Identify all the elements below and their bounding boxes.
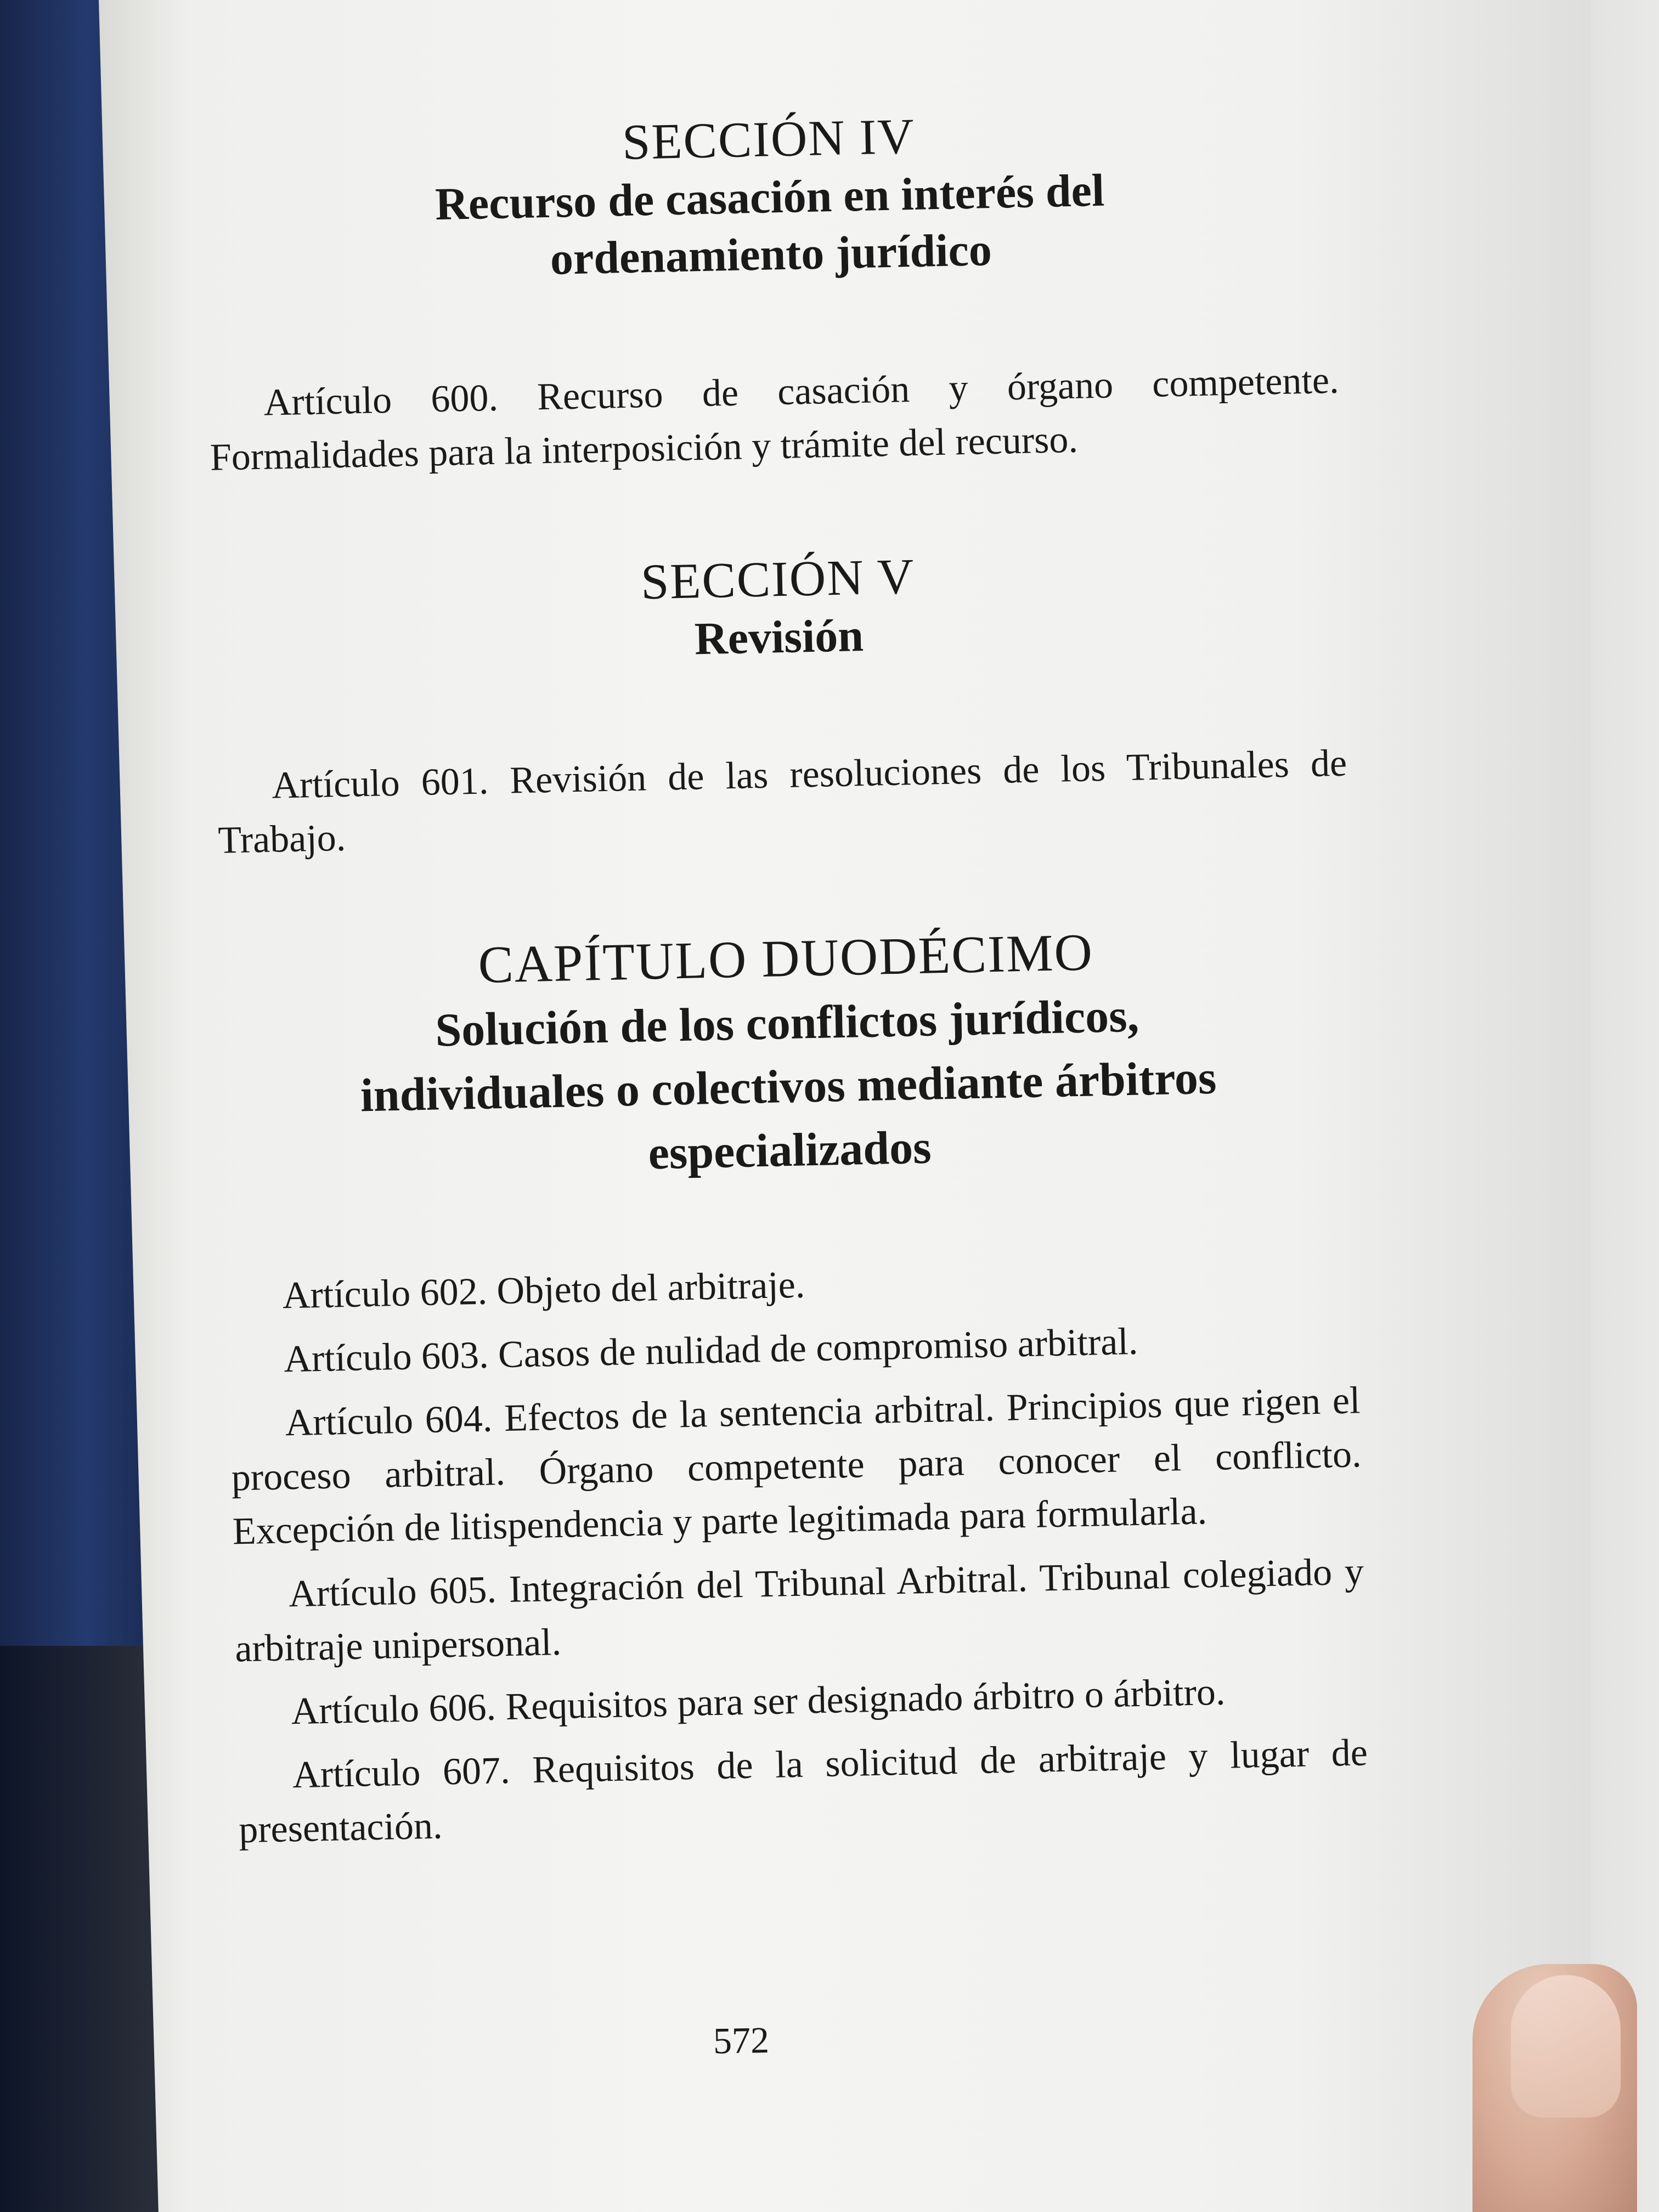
- article-601: Artículo 601. Revisión de las resoluciones de los Tribunales de Trabajo.: [217, 742, 1347, 862]
- article-602: Artículo 602. Objeto del arbitraje.: [282, 1263, 805, 1317]
- article-603: Artículo 603. Casos de nulidad de compromiso arbitral.: [283, 1320, 1138, 1381]
- chapter-title: CAPÍTULO DUODÉCIMO: [477, 922, 1094, 994]
- section-iv-subtitle-line-2: ordenamiento jurídico: [549, 224, 992, 285]
- article-606: Artículo 606. Requisitos para ser designado árbitro o árbitro.: [290, 1671, 1226, 1733]
- page-text: [203, 97, 1369, 1867]
- section-iv-title: SECCIÓN IV: [622, 108, 916, 170]
- article-607: Artículo 607. Requisitos de la solicitud de arbitraje y lugar de presentación.: [238, 1731, 1368, 1852]
- page-number: 572: [713, 2019, 770, 2062]
- section-v-subtitle: Revisión: [693, 610, 864, 665]
- section-iv-subtitle-line-1: Recurso de casación en interés del: [435, 165, 1105, 230]
- chapter-subtitle-line-2: individuales o colectivos mediante árbitros: [359, 1051, 1217, 1122]
- article-604: Artículo 604. Efectos de la sentencia arbitral. Principios que rigen el proceso arbitral. Órgano competente para conocer el conflicto. Excepción de litispendencia y parte legitimada para formularla.: [231, 1379, 1362, 1553]
- article-605: Artículo 605. Integración del Tribunal Arbitral. Tribunal colegiado y arbitraje unipersonal.: [234, 1550, 1364, 1671]
- chapter-subtitle-line-1: Solución de los conflictos jurídicos,: [435, 989, 1139, 1057]
- thumbnail-highlight: [1511, 1975, 1621, 2118]
- chapter-subtitle-line-3: especializados: [647, 1120, 932, 1180]
- article-600: Artículo 600. Recurso de casación y órgano competente. Formalidades para la interposición y trámite del recurso.: [210, 359, 1340, 479]
- section-v-title: SECCIÓN V: [640, 548, 916, 610]
